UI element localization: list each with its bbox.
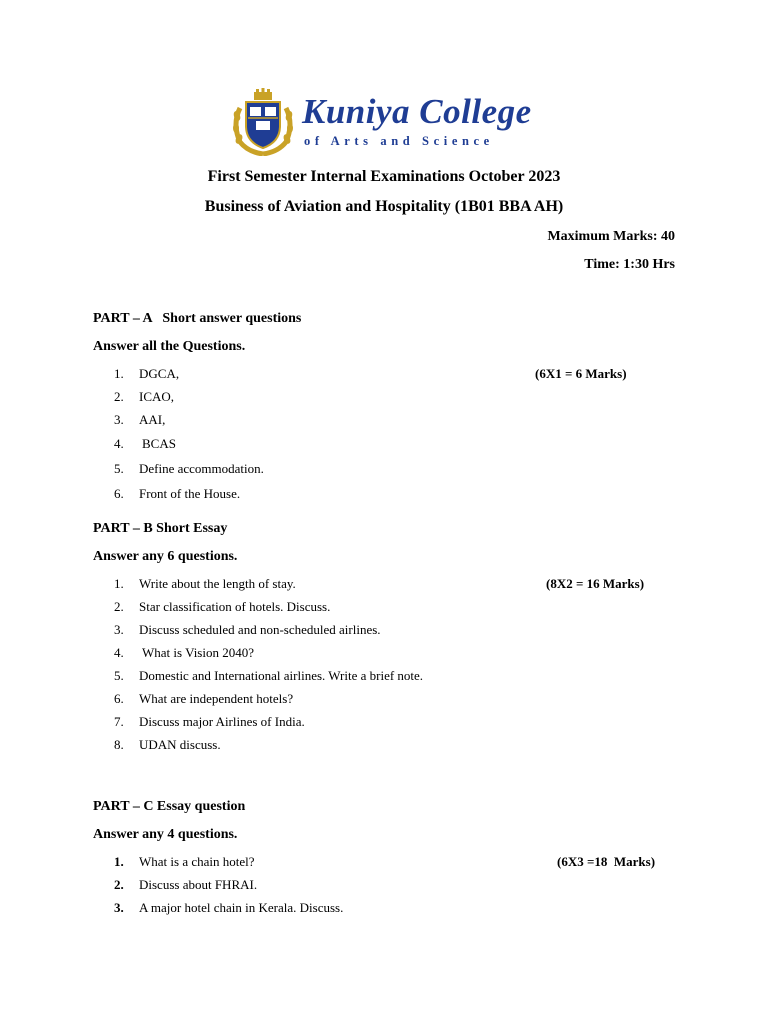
- maximum-marks: Maximum Marks: 40: [547, 229, 675, 244]
- question-item: [0, 622, 768, 642]
- question-number: 6.: [114, 691, 124, 706]
- question-number: 2.: [114, 877, 124, 892]
- question-number: 8.: [114, 737, 124, 752]
- question-text: Write about the length of stay.: [139, 576, 296, 591]
- question-item: [0, 877, 768, 897]
- question-item: [0, 576, 768, 596]
- part-a-instruction: Answer all the Questions.: [93, 339, 246, 354]
- question-item: [0, 900, 768, 920]
- college-name: Kuniya College: [302, 92, 532, 131]
- question-number: 1.: [114, 366, 124, 381]
- college-subtitle: of Arts and Science: [304, 134, 494, 148]
- part-b-instruction: Answer any 6 questions.: [93, 549, 238, 564]
- question-number: 1.: [114, 854, 124, 869]
- part-c-heading: PART – C Essay question: [93, 799, 246, 814]
- question-text: Define accommodation.: [139, 461, 264, 476]
- question-number: 2.: [114, 389, 124, 404]
- question-text: UDAN discuss.: [139, 737, 221, 752]
- question-text: Front of the House.: [139, 486, 241, 501]
- college-logo: [230, 88, 540, 156]
- part-a-marks: (6X1 = 6 Marks): [535, 366, 627, 381]
- question-number: 7.: [114, 714, 124, 729]
- question-text: Discuss about FHRAI.: [139, 877, 258, 892]
- part-b-heading: PART – B Short Essay: [93, 521, 228, 536]
- question-item: [0, 412, 768, 432]
- question-number: 2.: [114, 599, 124, 614]
- exam-time: Time: 1:30 Hrs: [584, 257, 675, 272]
- part-a-heading: PART – A Short answer questions: [93, 311, 302, 326]
- part-c-instruction: Answer any 4 questions.: [93, 827, 238, 842]
- question-text: What are independent hotels?: [139, 691, 294, 706]
- question-text: Star classification of hotels. Discuss.: [139, 599, 331, 614]
- question-text: Domestic and International airlines. Write a brief note.: [139, 668, 424, 683]
- course-title: Business of Aviation and Hospitality (1B01 BBA AH): [204, 198, 564, 215]
- question-item: [0, 854, 768, 874]
- question-text: A major hotel chain in Kerala. Discuss.: [139, 900, 344, 915]
- question-number: 4.: [114, 436, 124, 451]
- exam-title: First Semester Internal Examinations October 2023: [207, 168, 561, 185]
- question-item: [0, 668, 768, 688]
- question-text: ICAO,: [139, 389, 175, 404]
- question-number: 1.: [114, 576, 124, 591]
- question-item: [0, 461, 768, 481]
- question-item: [0, 691, 768, 711]
- question-item: [0, 599, 768, 619]
- question-text: What is Vision 2040?: [142, 645, 254, 660]
- question-text: BCAS: [142, 436, 176, 451]
- college-crest-icon: [230, 88, 296, 156]
- question-number: 4.: [114, 645, 124, 660]
- part-b-marks: (8X2 = 16 Marks): [546, 576, 645, 591]
- question-text: Discuss major Airlines of India.: [139, 714, 305, 729]
- question-text: DGCA,: [139, 366, 180, 381]
- question-item: [0, 486, 768, 506]
- part-c-marks: (6X3 =18 Marks): [557, 854, 656, 869]
- question-number: 3.: [114, 622, 124, 637]
- question-item: [0, 436, 768, 456]
- question-item: [0, 714, 768, 734]
- question-item: [0, 366, 768, 386]
- question-item: [0, 645, 768, 665]
- question-text: Discuss scheduled and non-scheduled airlines.: [139, 622, 381, 637]
- question-number: 5.: [114, 668, 124, 683]
- question-item: [0, 389, 768, 409]
- question-number: 5.: [114, 461, 124, 476]
- question-item: [0, 737, 768, 757]
- question-number: 3.: [114, 900, 124, 915]
- question-text: AAI,: [139, 412, 166, 427]
- question-text: What is a chain hotel?: [139, 854, 255, 869]
- question-number: 3.: [114, 412, 124, 427]
- question-number: 6.: [114, 486, 124, 501]
